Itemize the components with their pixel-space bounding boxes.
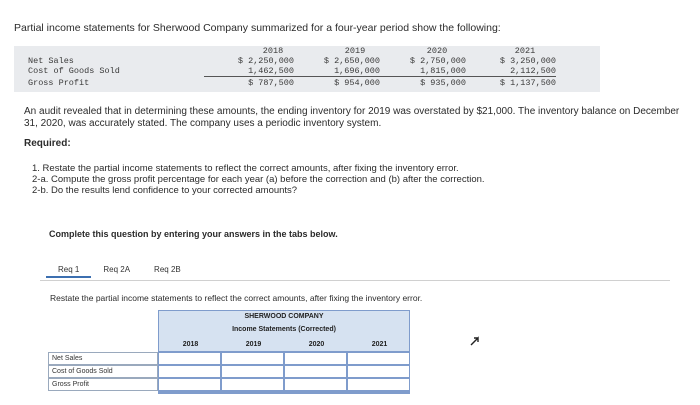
- fin-sales-2020: $ 2,750,000: [409, 56, 466, 66]
- cogs-2019-cell[interactable]: [221, 365, 284, 378]
- fin-sales-2019: $ 2,650,000: [323, 56, 380, 66]
- answer-table-header: [158, 310, 410, 352]
- fin-year-2020: 2020: [426, 46, 448, 56]
- net-sales-2021-cell[interactable]: [347, 352, 410, 365]
- net-sales-2020-cell[interactable]: [284, 352, 347, 365]
- answer-table: [48, 310, 410, 394]
- tab-req-2b[interactable]: Req 2B: [154, 265, 181, 274]
- fin-label-sales: Net Sales: [28, 56, 74, 66]
- requirement-2b: 2-b. Do the results lend confidence to your corrected amounts?: [32, 185, 298, 196]
- fin-cogs-2019: 1,696,000: [290, 66, 380, 77]
- fin-label-gp: Gross Profit: [28, 78, 90, 88]
- tab-req-2a[interactable]: Req 2A: [103, 265, 131, 274]
- gross-profit-2018-cell[interactable]: [158, 378, 221, 391]
- gross-profit-2020-cell[interactable]: [284, 378, 347, 391]
- gross-profit-2019-cell[interactable]: [221, 378, 284, 391]
- row-label-gross-profit: Gross Profit: [48, 378, 158, 391]
- requirement-2a: 2-a. Compute the gross profit percentage for each year (a) before the correction and (b) after the correction.: [32, 174, 485, 185]
- cogs-2018-cell[interactable]: [158, 365, 221, 378]
- net-sales-2018-cell[interactable]: [158, 352, 221, 365]
- mouse-cursor-icon: [470, 336, 480, 346]
- problem-intro: Partial income statements for Sherwood Company summarized for a four-year period show the following:: [14, 22, 501, 34]
- col-year-2021: 2021: [371, 341, 388, 348]
- company-name: SHERWOOD COMPANY: [244, 313, 324, 320]
- col-year-2018: 2018: [182, 341, 199, 348]
- audit-note: An audit revealed that in determining these amounts, the ending inventory for 2019 was overstated by $21,000. The inventory balance on December 31, 2020, was accurately stated. The company uses a periodic inventory system.: [24, 106, 680, 129]
- fin-gp-2019: $ 954,000: [334, 78, 380, 88]
- requirements-list: [32, 163, 485, 196]
- fin-year-2018: 2018: [262, 46, 284, 56]
- tab-bar: [46, 262, 193, 278]
- fin-year-2021: 2021: [514, 46, 536, 56]
- fin-gp-2018: $ 787,500: [248, 78, 294, 88]
- complete-prompt: Complete this question by entering your answers in the tabs below.: [49, 229, 338, 239]
- financial-data-panel: [14, 46, 600, 92]
- fin-year-2019: 2019: [344, 46, 366, 56]
- statement-title: Income Statements (Corrected): [232, 326, 336, 333]
- row-label-net-sales: Net Sales: [48, 352, 158, 365]
- tab-instruction: Restate the partial income statements to reflect the correct amounts, after fixing the inventory error.: [50, 293, 423, 303]
- tab-divider: [40, 280, 670, 281]
- table-total-rule: [158, 391, 410, 394]
- fin-sales-2018: $ 2,250,000: [237, 56, 294, 66]
- fin-gp-2020: $ 935,000: [420, 78, 466, 88]
- fin-gp-2021: $ 1,137,500: [499, 78, 556, 88]
- net-sales-2019-cell[interactable]: [221, 352, 284, 365]
- col-year-2020: 2020: [308, 341, 325, 348]
- cogs-2021-cell[interactable]: [347, 365, 410, 378]
- fin-label-cogs: Cost of Goods Sold: [28, 66, 120, 76]
- fin-cogs-2021: 2,112,500: [466, 66, 556, 77]
- requirement-1: 1. Restate the partial income statements to reflect the correct amounts, after fixing the inventory error.: [32, 163, 459, 174]
- fin-sales-2021: $ 3,250,000: [499, 56, 556, 66]
- col-year-2019: 2019: [245, 341, 262, 348]
- tab-req-1[interactable]: Req 1: [46, 262, 91, 278]
- fin-cogs-2018: 1,462,500: [204, 66, 294, 77]
- required-heading: Required:: [24, 138, 71, 149]
- fin-cogs-2020: 1,815,000: [376, 66, 466, 77]
- gross-profit-2021-cell[interactable]: [347, 378, 410, 391]
- cogs-2020-cell[interactable]: [284, 365, 347, 378]
- row-label-cogs: Cost of Goods Sold: [48, 365, 158, 378]
